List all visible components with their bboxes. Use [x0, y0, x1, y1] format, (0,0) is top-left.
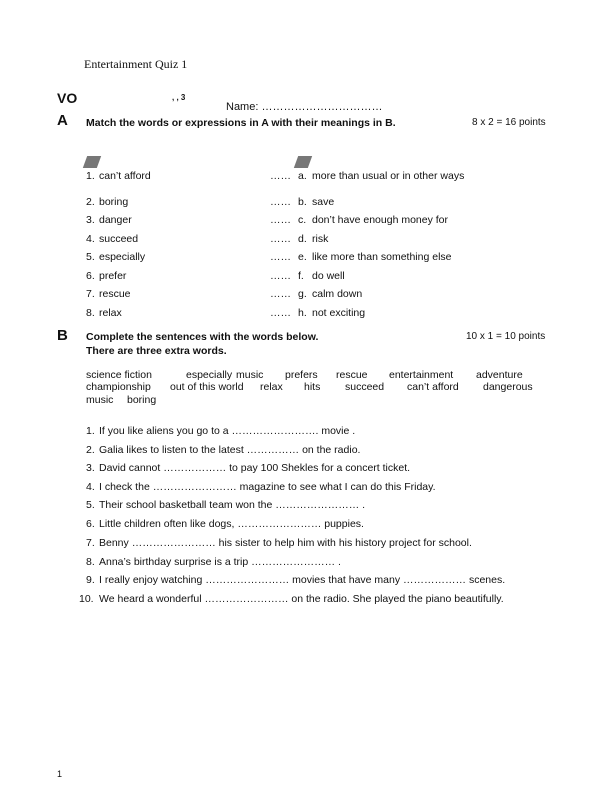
item-word: rescue [99, 288, 131, 300]
column-b-marker-icon [294, 156, 312, 168]
answer-blank: …… [270, 270, 291, 282]
word-bank-item: out of this world [170, 381, 244, 393]
sentence-text: David cannot ……………… to pay 100 Shekles for a concert ticket. [99, 462, 411, 474]
item-number: 5. [86, 251, 95, 263]
word-bank-item: championship [86, 381, 151, 393]
meaning-letter: e. [298, 251, 307, 263]
word-bank-item: dangerous [483, 381, 533, 393]
sentence-number: 2. [86, 444, 95, 456]
sentence-text: Anna’s birthday surprise is a trip …………………… . [99, 556, 341, 568]
sentence-number: 1. [86, 425, 95, 437]
item-number: 7. [86, 288, 95, 300]
answer-blank: …… [270, 233, 291, 245]
item-word: relax [99, 307, 122, 319]
item-meaning: not exciting [312, 307, 366, 319]
answer-blank: …… [270, 307, 291, 319]
heading-fragment: , , 3 [172, 93, 186, 102]
item-word: prefer [99, 270, 127, 282]
word-bank-item: hits [304, 381, 321, 393]
item-meaning: risk [312, 233, 329, 245]
item-meaning: more than usual or in other ways [312, 170, 465, 182]
sentence-number: 5. [86, 499, 95, 511]
sentence-number: 4. [86, 481, 95, 493]
answer-blank: …… [270, 288, 291, 300]
answer-blank: …… [270, 214, 291, 226]
sentence-number: 9. [86, 574, 95, 586]
vocabulary-heading: VO [57, 90, 78, 106]
sentence-number: 3. [86, 462, 95, 474]
word-bank-item: succeed [345, 381, 385, 393]
meaning-letter: h. [298, 307, 307, 319]
quiz-title: Entertainment Quiz 1 [84, 57, 188, 71]
item-number: 2. [86, 196, 95, 208]
section-a-letter: A [57, 112, 68, 129]
item-meaning: do well [312, 270, 345, 282]
word-bank-item: boring [127, 394, 157, 406]
item-word: especially [99, 251, 146, 263]
item-number: 8. [86, 307, 95, 319]
section-a-points: 8 x 2 = 16 points [472, 117, 546, 128]
sentence-number: 10. [79, 593, 94, 605]
item-number: 6. [86, 270, 95, 282]
item-word: succeed [99, 233, 139, 245]
sentence-text: We heard a wonderful …………………… on the radio. She played the piano beautifully. [99, 593, 504, 605]
item-number: 3. [86, 214, 95, 226]
sentence-number: 7. [86, 537, 95, 549]
word-bank-item: relax [260, 381, 283, 393]
word-bank-item: especially [186, 369, 233, 381]
sentence-text: If you like aliens you go to a ……………………. movie . [99, 425, 356, 437]
sentence-text: Their school basketball team won the …………………… . [99, 499, 366, 511]
word-bank-item: rescue [336, 369, 368, 381]
word-bank-item: entertainment [389, 369, 454, 381]
sentence-number: 6. [86, 518, 95, 530]
sentence-text: Little children often like dogs, …………………… puppies. [99, 518, 364, 530]
section-b-instruction-extra: There are three extra words. [86, 345, 227, 357]
word-bank-item: adventure [476, 369, 523, 381]
meaning-letter: b. [298, 196, 307, 208]
page-number: 1 [57, 769, 63, 779]
meaning-letter: f. [298, 270, 304, 282]
meaning-letter: c. [298, 214, 307, 226]
sentence-text: I check the …………………… magazine to see what I can do this Friday. [99, 481, 436, 493]
section-a-instruction: Match the words or expressions in A with their meanings in B. [86, 117, 396, 129]
name-field: Name: …………………………… [226, 101, 383, 113]
item-meaning: save [312, 196, 335, 208]
section-b-letter: B [57, 327, 68, 344]
item-word: danger [99, 214, 132, 226]
item-word: can’t afford [99, 170, 151, 182]
answer-blank: …… [270, 196, 291, 208]
item-meaning: like more than something else [312, 251, 452, 263]
word-bank-item: science fiction [86, 369, 152, 381]
sentence-text: I really enjoy watching …………………… movies that have many ……………… scenes. [99, 574, 506, 586]
section-b-instruction: Complete the sentences with the words below. [86, 331, 319, 343]
column-a-marker-icon [83, 156, 101, 168]
section-b-points: 10 x 1 = 10 points [466, 331, 546, 342]
answer-blank: …… [270, 251, 291, 263]
sentence-number: 8. [86, 556, 95, 568]
word-bank-item: music [236, 369, 264, 381]
item-number: 4. [86, 233, 95, 245]
meaning-letter: g. [298, 288, 307, 300]
word-bank-item: can’t afford [407, 381, 459, 393]
item-word: boring [99, 196, 129, 208]
answer-blank: …… [270, 170, 291, 182]
sentence-text: Benny …………………… his sister to help him with his history project for school. [99, 537, 472, 549]
sentence-text: Galia likes to listen to the latest …………… on the radio. [99, 444, 361, 456]
word-bank-item: prefers [285, 369, 318, 381]
item-meaning: don’t have enough money for [312, 214, 449, 226]
meaning-letter: d. [298, 233, 307, 245]
meaning-letter: a. [298, 170, 307, 182]
item-number: 1. [86, 170, 95, 182]
item-meaning: calm down [312, 288, 363, 300]
word-bank-item: music [86, 394, 114, 406]
